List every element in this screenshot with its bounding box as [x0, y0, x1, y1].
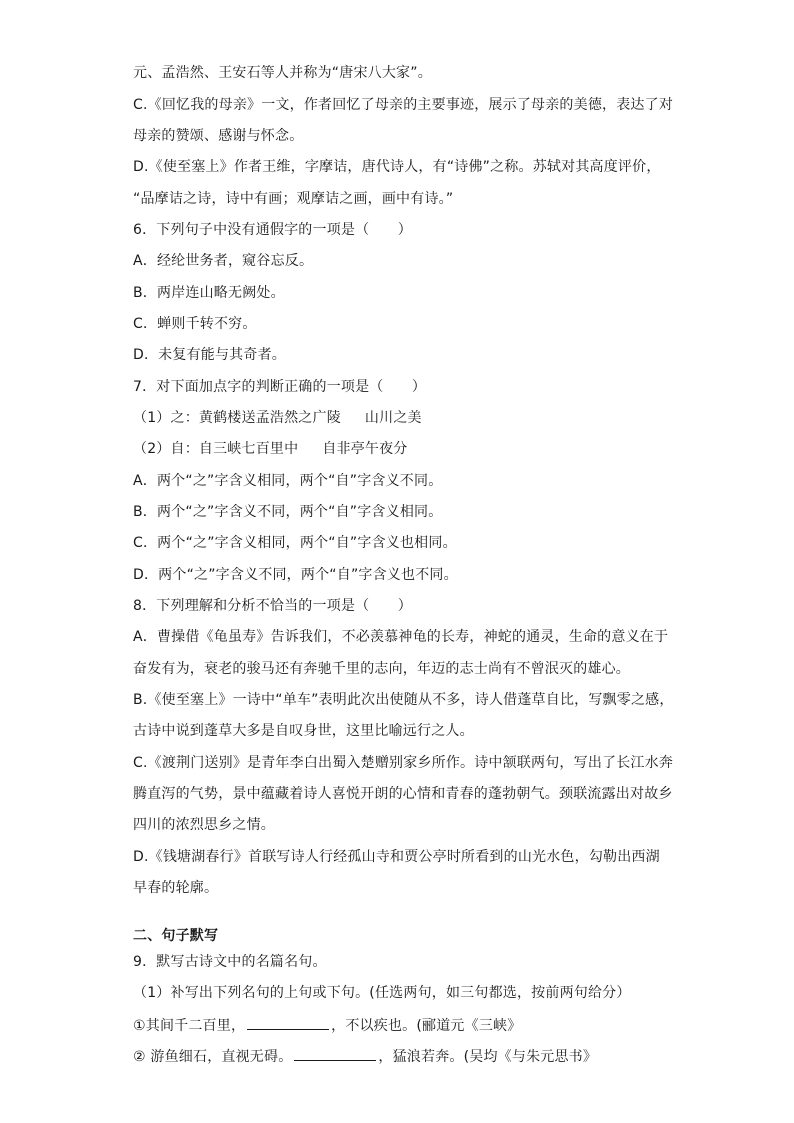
q7-option-c: C．两个“之”字含义相同，两个“自”字含义也相同。 — [133, 535, 457, 551]
question-7: 7．对下面加点字的判断正确的一项是（ ） — [133, 379, 427, 395]
text-line: 母亲的赞颂、感谢与怀念。 — [133, 128, 304, 144]
q9-part-1: （1）补写出下列名句的上句或下句。(任选两句，如三句都选，按前两句给分） — [133, 985, 631, 1001]
fill-item-suffix: ，不以疾也。(郦道元《三峡》 — [331, 1018, 522, 1034]
text-line: 古诗中说到蓬草大多是自叹身世，这里比喻远行之人。 — [133, 723, 474, 739]
text-line: 腾直泻的气势，景中蕴藏着诗人喜悦开朗的心情和青春的蓬勃朝气。颈联流露出对故乡 — [133, 786, 673, 802]
q6-option-c: C．蝉则千转不穷。 — [133, 316, 257, 332]
option-c-line: C.《回忆我的母亲》一文，作者回忆了母亲的主要事迹，展示了母亲的美德，表达了对 — [133, 97, 674, 113]
q9-fill-item-2 — [133, 1046, 597, 1067]
q8-option-d: D.《钱塘湖春行》首联写诗人行经孤山寺和贾公亭时所看到的山光水色，勾勒出西湖 — [133, 849, 660, 865]
question-8: 8．下列理解和分析不恰当的一项是（ ） — [133, 598, 412, 614]
q8-option-b: B.《使至塞上》一诗中“单车”表明此次出使随从不多，诗人借蓬草自比，写飘零之感， — [133, 692, 674, 708]
fill-item-prefix: ①其间千二百里， — [133, 1018, 246, 1034]
q7-option-d: D．两个“之”字含义不同，两个“自”字含义也不同。 — [133, 567, 458, 583]
fill-item-suffix: ，猛浪若奔。(吴均《与朱元思书》 — [378, 1049, 598, 1065]
q7-item-2 — [133, 439, 408, 459]
q6-option-b: B．两岸连山略无阙处。 — [133, 285, 285, 301]
text-line: 早春的轮廓。 — [133, 880, 219, 896]
answer-blank[interactable] — [294, 1046, 376, 1061]
q7-item-2-part-b: 自非亭午夜分 — [322, 441, 408, 457]
q8-option-c: C.《渡荆门送别》是青年李白出蜀入楚赠别家乡所作。诗中颔联两句，写出了长江水奔 — [133, 755, 674, 771]
text-line: 元、孟浩然、王安石等人并称为“唐宋八大家”。 — [133, 65, 432, 81]
option-d-line: D.《使至塞上》作者王维，字摩诘，唐代诗人，有“诗佛”之称。苏轼对其高度评价， — [133, 159, 661, 175]
fill-item-prefix: ② 游鱼细石，直视无碍。 — [133, 1049, 293, 1065]
question-9: 9．默写古诗文中的名篇名句。 — [133, 954, 327, 970]
text-line: “品摩诘之诗，诗中有画；观摩诘之画，画中有诗。” — [133, 191, 454, 207]
q7-option-a: A．两个“之”字含义相同，两个“自”字含义不同。 — [133, 473, 443, 489]
section-title: 二、句子默写 — [133, 928, 219, 944]
q6-option-d: D．未复有能与其奇者。 — [133, 347, 286, 363]
q8-option-a: A．曹操借《龟虽寿》告诉我们，不必羡慕神龟的长寿，神蛇的通灵，生命的意义在于 — [133, 629, 669, 645]
q7-item-1-part-a: （1）之：黄鹤楼送孟浩然之广陵 — [133, 410, 341, 426]
text-line: 奋发有为，衰老的骏马还有奔驰千里的志向，年迈的志士尚有不曾泯灭的雄心。 — [133, 661, 630, 677]
q7-item-1-part-b: 山川之美 — [364, 410, 422, 426]
text-line: 四川的浓烈思乡之情。 — [133, 817, 275, 833]
answer-blank[interactable] — [247, 1015, 329, 1030]
q7-item-2-part-a: （2）自：自三峡七百里中 — [133, 441, 299, 457]
q7-item-1 — [133, 408, 422, 428]
question-6: 6．下列句子中没有通假字的一项是（ ） — [133, 222, 412, 238]
q7-option-b: B．两个“之”字含义不同，两个“自”字含义相同。 — [133, 504, 443, 520]
q9-fill-item-1 — [133, 1015, 521, 1036]
q6-option-a: A．经纶世务者，窥谷忘反。 — [133, 253, 314, 269]
